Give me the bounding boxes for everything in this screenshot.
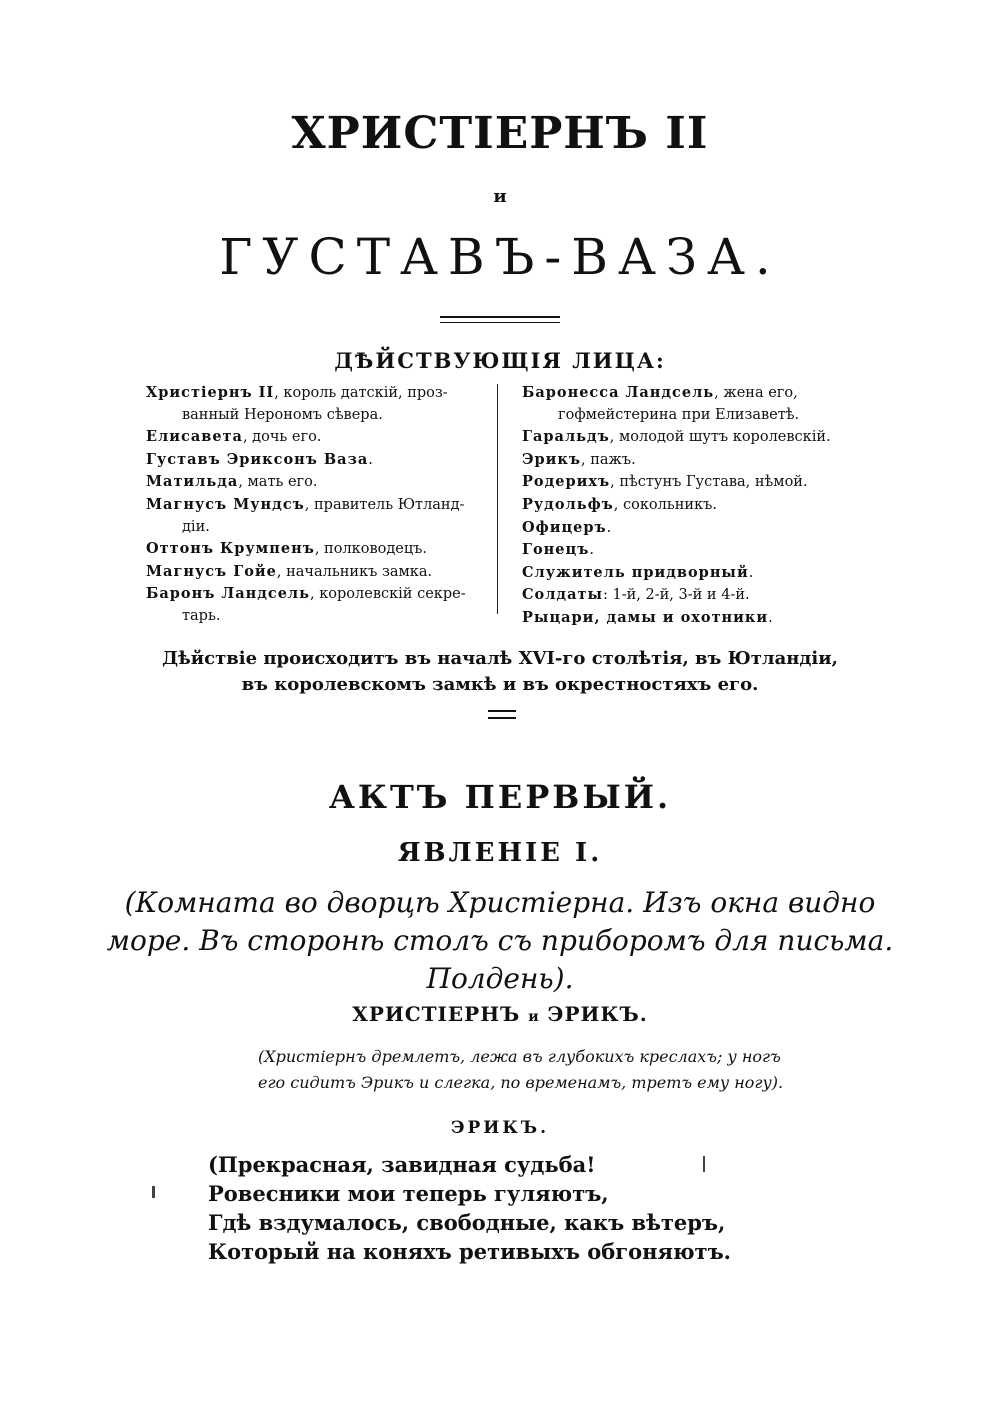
character-description: , мать его. <box>238 474 318 491</box>
character-description: . <box>768 609 773 626</box>
cast-entry <box>146 494 486 517</box>
character-name: Елисавета <box>146 428 243 446</box>
cast-entry <box>522 584 862 607</box>
play-title-line2: ГУСТАВЪ-ВАЗА. <box>219 228 781 286</box>
verse-line: Гдѣ вздумалось, свободные, какъ вѣтеръ, <box>208 1210 726 1235</box>
character-name: Рыцари, дамы и охотники <box>522 608 769 626</box>
print-speck <box>703 1156 705 1172</box>
cast-entry <box>146 583 486 606</box>
character-name: Оттонъ Крумпенъ <box>146 540 315 558</box>
cast-entry <box>522 494 862 517</box>
character-name: Баронесса Ландсель <box>522 384 715 401</box>
section-divider-bottom <box>488 717 516 719</box>
cast-entry <box>522 471 862 494</box>
speakers-conjunction: и <box>528 1009 540 1025</box>
cast-entry <box>522 539 862 562</box>
character-description: , королевскій секре- <box>310 586 466 603</box>
character-name: Служитель придворный <box>522 563 749 581</box>
cast-entry <box>522 426 862 449</box>
stage-direction <box>0 884 1000 998</box>
character-name: Солдаты <box>522 586 604 604</box>
section-divider-top <box>488 710 516 712</box>
cast-entry <box>146 449 486 472</box>
character-name: Гонецъ <box>522 541 590 559</box>
character-name: Эрикъ <box>522 450 582 468</box>
cast-entry <box>522 517 862 540</box>
cast-entry <box>522 449 862 472</box>
character-description: , молодой шутъ королевскій. <box>609 429 831 446</box>
cast-entry <box>146 471 486 494</box>
character-name: Магнусъ Мундсъ <box>146 495 305 513</box>
setting-line: Дѣйствіе происходитъ въ началѣ XVI-го столѣтія, въ Ютландіи, <box>162 648 838 669</box>
direction-line: его сидитъ Эрикъ и слегка, по временамъ, третъ ему ногу). <box>258 1073 784 1092</box>
cast-column-divider <box>497 384 498 614</box>
verse-line: Который на коняхъ ретивыхъ обгоняютъ. <box>208 1239 731 1264</box>
character-name: Офицеръ <box>522 518 607 536</box>
cast-entry <box>146 538 486 561</box>
character-description: , полководецъ. <box>314 541 428 558</box>
character-description: . <box>606 519 612 536</box>
act-heading: АКТЪ ПЕРВЫЙ. <box>328 778 672 816</box>
character-description: : 1-й, 2-й, 3-й и 4-й. <box>603 587 750 604</box>
action-direction <box>258 1044 783 1096</box>
verse-line: (Прекрасная, завидная судьба! <box>208 1152 596 1177</box>
stage-direction-line: море. Въ сторонѣ столъ съ приборомъ для письма. <box>106 924 894 957</box>
character-name: Христіернъ II <box>146 384 275 401</box>
character-name: Магнусъ Гойе <box>146 562 277 580</box>
stage-direction-line: (Комната во дворцѣ Христіерна. Изъ окна видно <box>124 886 876 919</box>
title-rule-thin <box>440 322 560 323</box>
setting-line: въ королевскомъ замкѣ и въ окрестностяхъ его. <box>241 674 759 695</box>
character-description: . <box>368 451 373 468</box>
character-description: , король датскій, проз- <box>274 385 448 401</box>
cast-entry <box>522 562 862 585</box>
dramatis-personae-heading: ДѢЙСТВУЮЩІЯ ЛИЦА: <box>334 348 666 373</box>
setting-note <box>0 646 1000 698</box>
character-description-continued: тарь. <box>182 607 221 624</box>
character-description: . <box>748 564 754 581</box>
character-description: , пѣстунъ Густава, нѣмой. <box>610 474 808 491</box>
play-title-line1: ХРИСТІЕРНЪ II <box>291 108 709 159</box>
cast-entry <box>146 426 486 449</box>
stage-direction-line: Полдень). <box>426 962 574 995</box>
cast-entry <box>522 382 862 405</box>
character-description-continued: гофмейстерина при Елизаветѣ. <box>558 406 800 423</box>
direction-line: (Христіернъ дремлетъ, лежа въ глубокихъ креслахъ; у ногъ <box>258 1047 781 1066</box>
character-description: , правитель Ютланд- <box>304 496 465 513</box>
speaker-erik: ЭРИКЪ. <box>547 1002 648 1026</box>
character-name: Густавъ Эриксонъ Ваза <box>146 450 369 468</box>
character-description: , пажъ. <box>581 451 636 468</box>
character-name: Матильда <box>146 473 239 491</box>
character-description-continued: ванный Нерономъ сѣвера. <box>182 406 383 423</box>
character-description: , начальникъ замка. <box>276 563 433 580</box>
verse-line: Ровесники мои теперь гуляютъ, <box>208 1181 609 1206</box>
title-rule-thick <box>440 316 560 318</box>
cast-list-right <box>522 382 862 630</box>
speaker-label: ЭРИКЪ. <box>450 1118 549 1138</box>
title-conjunction: и <box>493 186 507 207</box>
speaker-christiern: ХРИСТІЕРНЪ <box>352 1002 521 1026</box>
print-speck <box>152 1186 155 1198</box>
character-name: Баронъ Ландсель <box>146 585 310 603</box>
scene-heading: ЯВЛЕНІЕ I. <box>397 838 603 868</box>
character-name: Родерихъ <box>522 473 611 491</box>
cast-entry <box>146 382 486 405</box>
character-description: . <box>589 542 594 559</box>
character-name: Рудольфъ <box>522 495 614 513</box>
character-name: Гаральдъ <box>522 428 610 446</box>
character-description-continued: діи. <box>182 518 210 535</box>
verse-block <box>208 1150 731 1266</box>
character-description: , дочь его. <box>242 429 322 446</box>
scene-speakers <box>0 1002 1000 1026</box>
character-description: , жена его, <box>714 385 798 401</box>
cast-entry <box>146 561 486 584</box>
character-description: , сокольникъ. <box>613 496 717 513</box>
cast-entry <box>522 607 862 630</box>
cast-list-left <box>146 382 486 628</box>
